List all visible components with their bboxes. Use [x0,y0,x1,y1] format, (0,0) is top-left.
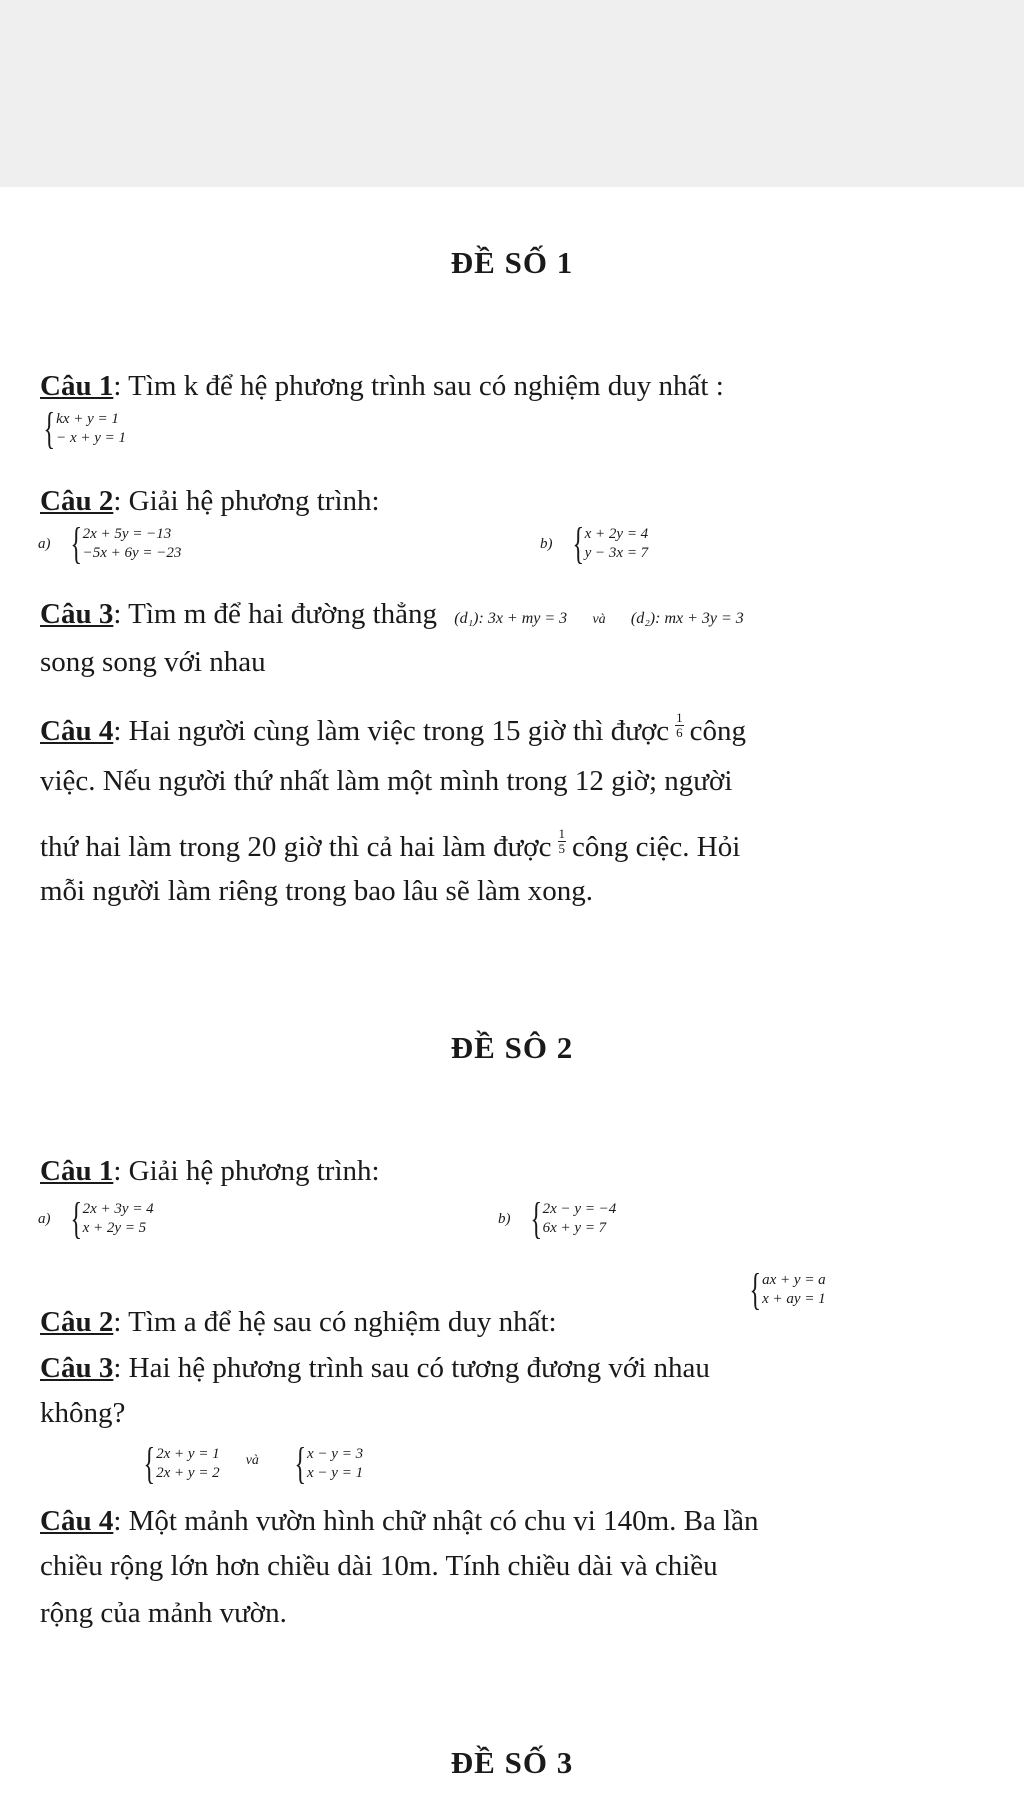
question-label: Câu 1 [40,1155,114,1187]
de1-cau3-line2: song song với nhau [40,646,266,678]
equation: 6x + y = 7 [542,1220,607,1236]
de1-cau4-line1 [40,709,1024,750]
question-label: Câu 2 [40,485,114,517]
part-label: a) [38,1210,51,1227]
de2-cau4-line1 [40,1502,1024,1540]
equation: 2x − y = −4 [542,1201,617,1217]
question-text: : Hai người cùng làm việc trong 15 giờ thì được [113,715,670,747]
de1-cau4-line2: việc. Nếu người thứ nhất làm một mình trong 12 giờ; người [40,765,733,797]
section-title-de2: ĐỀ SÔ 2 [450,1030,574,1065]
section-title-de3: ĐỀ SỐ 3 [450,1745,574,1780]
de2-cau3-line2: không? [40,1397,126,1429]
equation: y − 3x = 7 [584,545,649,561]
question-label: Câu 1 [40,370,114,402]
question-label: Câu 4 [40,715,114,747]
de2-cau1 [40,1152,1024,1190]
equation: x + ay = 1 [762,1291,826,1307]
de2-cau1-b: b) { 2x − y = −4 6x + y = 7 [498,1194,617,1243]
question-text: : Giải hệ phương trình: [113,1155,380,1187]
question-text: thứ hai làm trong 20 giờ thì cả hai làm được [40,831,552,863]
question-text: : Tìm m để hai đường thẳng [113,598,438,630]
de1-cau2-b: b) { x + 2y = 4 y − 3x = 7 [540,519,649,568]
part-label: a) [38,535,51,552]
and-word: và [592,612,606,627]
question-label: Câu 4 [40,1505,114,1537]
equation: 2x + 3y = 4 [82,1201,154,1217]
part-label: b) [498,1210,511,1227]
line-d1: (d₁): 3x + my = 3 [454,610,568,627]
de1-cau1-system: { kx + y = 1 − x + y = 1 [43,404,127,453]
de2-cau2-system: { ax + y = a x + ay = 1 [749,1265,826,1314]
numerator: 1 [558,825,565,841]
equation: x − y = 1 [307,1465,364,1481]
equation: − x + y = 1 [56,430,127,446]
equation: 2x + 5y = −13 [82,526,172,542]
equation: 2x + y = 2 [156,1465,220,1481]
equation: x + 2y = 5 [82,1220,147,1236]
fraction-one-fifth [558,827,567,856]
question-label: Câu 2 [40,1306,114,1338]
de1-cau4-line4: mỗi người làm riêng trong bao lâu sẽ làm xong. [40,875,593,907]
question-label: Câu 3 [40,598,114,630]
numerator: 1 [676,709,683,725]
equation: kx + y = 1 [56,411,119,427]
equation: −5x + 6y = −23 [82,545,182,561]
question-text: : Tìm a để hệ sau có nghiệm duy nhất: [113,1306,557,1338]
equation: x − y = 3 [307,1446,364,1462]
question-text: công ciệc. Hỏi [572,831,741,863]
part-label: b) [540,535,553,552]
de1-cau3 [40,595,1024,639]
de1-cau4-line3 [40,825,1024,866]
denominator: 5 [558,840,565,856]
de1-cau1 [40,367,1024,405]
de2-cau4-line3: rộng của mảnh vườn. [40,1597,287,1629]
de2-cau1-a: a) { 2x + 3y = 4 x + 2y = 5 [38,1194,154,1243]
equation: ax + y = a [762,1272,826,1288]
equation: x + 2y = 4 [584,526,649,542]
fraction-one-sixth [675,711,684,740]
de2-cau4-line2: chiều rộng lớn hơn chiều dài 10m. Tính chiều dài và chiều [40,1550,718,1582]
de1-cau2 [40,482,1024,520]
question-text: : Tìm k để hệ phương trình sau có nghiệm duy nhất : [113,370,724,402]
denominator: 6 [676,724,683,740]
question-text: công [689,715,747,747]
section-title-de1: ĐỀ SỐ 1 [450,245,574,280]
de2-cau3-line1 [40,1349,1024,1387]
question-text: : Hai hệ phương trình sau có tương đương với nhau [113,1352,710,1384]
line-d2: (d₂): mx + 3y = 3 [630,610,744,627]
question-text: : Giải hệ phương trình: [113,485,380,517]
de2-cau2 [40,1303,1024,1341]
de2-cau3-systems: { 2x + y = 1 2x + y = 2 và { x − y = 3 x − y = 1 [143,1439,364,1488]
equation: 2x + y = 1 [156,1446,220,1462]
question-label: Câu 3 [40,1352,114,1384]
de1-cau2-a: a) { 2x + 5y = −13 −5x + 6y = −23 [38,519,182,568]
question-text: : Một mảnh vườn hình chữ nhật có chu vi 140m. Ba lần [113,1505,759,1537]
top-gray-bar [0,0,1024,187]
and-word: và [245,1453,259,1468]
